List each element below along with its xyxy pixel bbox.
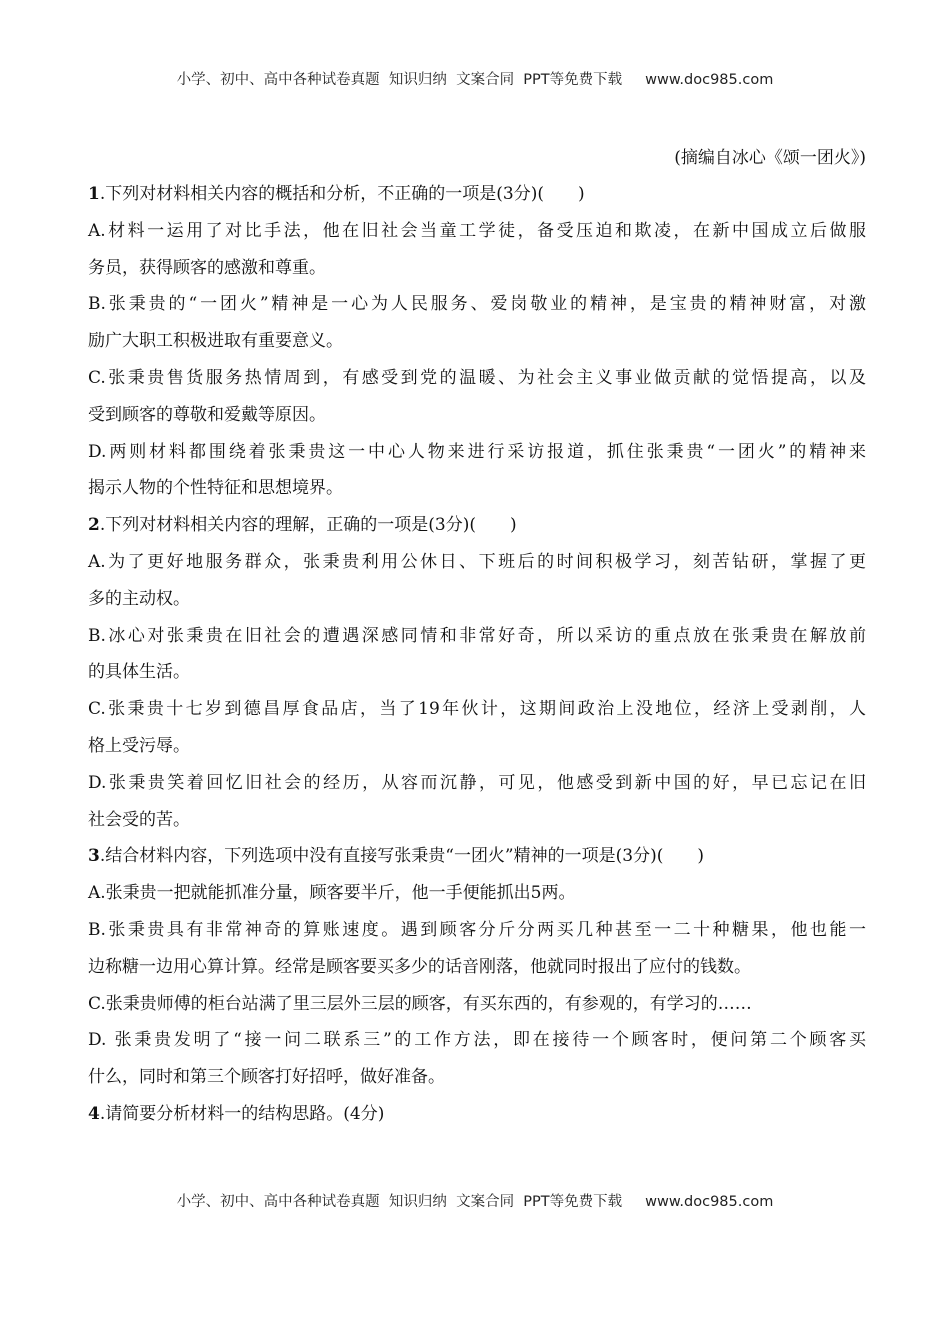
option-line: 务员，获得顾客的感激和尊重。 <box>88 257 326 278</box>
question-1 <box>88 176 866 507</box>
question-number: 4 <box>88 1103 100 1124</box>
option-line: 的具体生活。 <box>88 662 190 683</box>
option-line: C.张秉贵十七岁到德昌厚食品店，当了19年伙计，这期间政治上没地位，经济上受剥削，人 <box>88 699 866 720</box>
answer-option <box>88 912 866 986</box>
option-line: B.冰心对张秉贵在旧社会的遭遇深感同情和非常好奇，所以采访的重点放在张秉贵在解放前 <box>88 625 866 646</box>
answer-option <box>88 765 866 839</box>
option-line: A.为了更好地服务群众，张秉贵利用公休日、下班后的时间积极学习，刻苦钻研，掌握了更 <box>88 551 866 572</box>
answer-option <box>88 434 866 508</box>
option-line: D.两则材料都围绕着张秉贵这一中心人物来进行采访报道，抓住张秉贵“一团火”的精神来 <box>88 441 866 462</box>
answer-option <box>88 544 866 618</box>
question-number: 2 <box>88 515 100 536</box>
question-text: .结合材料内容，下列选项中没有直接写张秉贵“一团火”精神的一项是(3分)( ) <box>99 846 704 867</box>
source-citation: (摘编自冰心《颂一团火》) <box>674 148 866 168</box>
answer-option <box>88 213 866 287</box>
option-line: 多的主动权。 <box>88 588 190 609</box>
question-stem <box>88 507 866 544</box>
answer-option <box>88 618 866 692</box>
option-line: 励广大职工积极进取有重要意义。 <box>88 331 343 352</box>
question-text: .下列对材料相关内容的概括和分析，不正确的一项是(3分)( ) <box>99 184 585 204</box>
question-3 <box>88 838 866 1096</box>
answer-option <box>88 875 866 912</box>
option-line: 揭示人物的个性特征和思想境界。 <box>88 478 343 499</box>
answer-option <box>88 986 866 1023</box>
option-line: C.张秉贵师傅的柜台站满了里三层外三层的顾客，有买东西的，有参观的，有学习的…… <box>88 993 752 1014</box>
question-2 <box>88 507 866 838</box>
question-number: 1 <box>88 184 100 204</box>
option-line: B.张秉贵的“一团火”精神是一心为人民服务、爱岗敬业的精神，是宝贵的精神财富，对激 <box>88 294 866 315</box>
document-body <box>88 140 866 1133</box>
option-line: A.材料一运用了对比手法，他在旧社会当童工学徒，备受压迫和欺凌，在新中国成立后做服 <box>88 220 866 241</box>
option-line: A.张秉贵一把就能抓准分量，顾客要半斤，他一手便能抓出5两。 <box>88 883 576 904</box>
answer-option <box>88 691 866 765</box>
option-line: 社会受的苦。 <box>88 809 190 830</box>
option-line: 边称糖一边用心算计算。经常是顾客要买多少的话音刚落，他就同时报出了应付的钱数。 <box>88 956 751 977</box>
question-text: .请简要分析材料一的结构思路。(4分) <box>99 1103 385 1124</box>
answer-option <box>88 360 866 434</box>
question-stem <box>88 838 866 875</box>
page-header: 小学、初中、高中各种试卷真题 知识归纳 文案合同 PPT等免费下载 www.doc985.com <box>176 72 774 88</box>
question-number: 3 <box>88 846 100 867</box>
option-line: C.张秉贵售货服务热情周到，有感受到党的温暖、为社会主义事业做贡献的觉悟提高，以及 <box>88 367 866 388</box>
question-stem <box>88 176 866 213</box>
answer-option <box>88 1022 866 1096</box>
option-line: B.张秉贵具有非常神奇的算账速度。遇到顾客分斤分两买几种甚至一二十种糖果，他也能一 <box>88 919 866 940</box>
option-line: 什么，同时和第三个顾客打好招呼，做好准备。 <box>88 1067 445 1088</box>
answer-option <box>88 286 866 360</box>
question-text: .下列对材料相关内容的理解，正确的一项是(3分)( ) <box>99 515 517 536</box>
question-stem <box>88 1096 866 1133</box>
option-line: D. 张秉贵发明了“接一问二联系三”的工作方法，即在接待一个顾客时，便问第二个顾客买 <box>88 1030 866 1051</box>
question-4 <box>88 1096 866 1133</box>
option-line: 受到顾客的尊敬和爱戴等原因。 <box>88 404 326 425</box>
page-footer: 小学、初中、高中各种试卷真题 知识归纳 文案合同 PPT等免费下载 www.doc985.com <box>176 1194 774 1210</box>
option-line: 格上受污辱。 <box>88 735 190 756</box>
option-line: D.张秉贵笑着回忆旧社会的经历，从容而沉静，可见，他感受到新中国的好，早已忘记在旧 <box>88 772 866 793</box>
